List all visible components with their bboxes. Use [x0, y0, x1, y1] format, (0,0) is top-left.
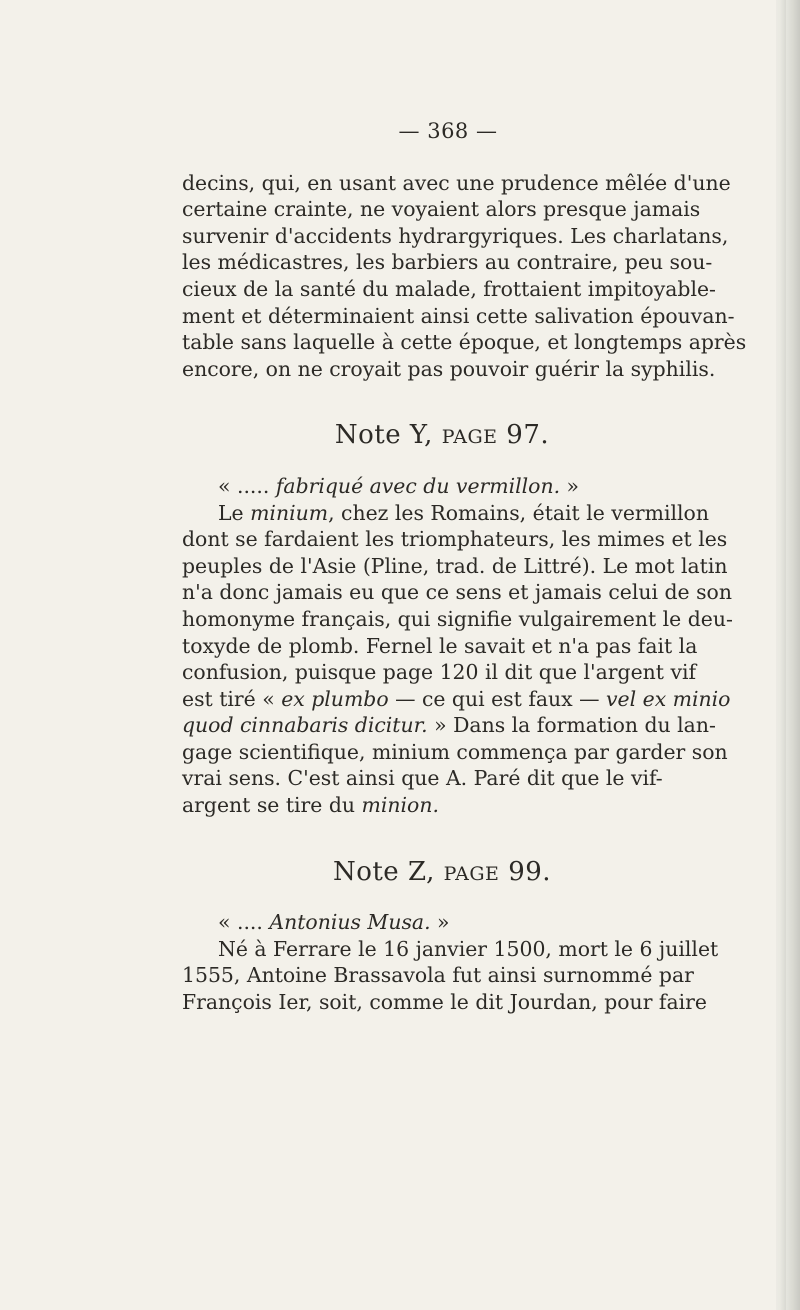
text-line: les médicastres, les barbiers au contraire, peu sou- — [182, 250, 713, 275]
note-y-heading — [182, 422, 702, 451]
text-line: n'a donc jamais eu que ce sens et jamais celui de son — [182, 580, 732, 605]
text-line: peuples de l'Asie (Pline, trad. de Littré). Le mot latin — [182, 553, 728, 578]
text-line: survenir d'accidents hydrargyriques. Les charlatans, — [182, 223, 729, 248]
note-z-heading — [182, 856, 702, 888]
text-line: vrai sens. C'est ainsi que A. Paré dit que le vif- — [182, 766, 663, 791]
text-line: table sans laquelle à cette époque, et longtemps après — [182, 330, 747, 355]
note-z-page-number: 99. — [508, 856, 552, 887]
note-y-page-number: 97. — [506, 420, 550, 451]
note-z-body — [182, 909, 719, 1015]
text-line: dont se fardaient les triomphateurs, les mimes et les — [182, 527, 728, 552]
text-line: confusion, puisque page 120 il dit que l'argent vif — [182, 660, 697, 685]
page-edge-shadow — [780, 0, 786, 1310]
note-y-label: Note Y, — [334, 420, 433, 451]
text-line: ment et déterminaient ainsi cette salivation épouvan- — [182, 303, 735, 328]
text-line: 1555, Antoine Brassavola fut ainsi surnommé par — [182, 963, 694, 988]
text-line: François Ier, soit, comme le dit Jourdan, pour faire — [182, 990, 707, 1015]
text-line: Né à Ferrare le 16 janvier 1500, mort le 6 juillet — [218, 936, 719, 961]
note-y-body — [182, 473, 733, 819]
page-number: — 368 — — [398, 119, 498, 143]
note-z-label: Note Z, — [332, 856, 435, 887]
text-line: Le minium, chez les Romains, était le vermillon — [218, 500, 709, 525]
text-line: homonyme français, qui signifie vulgairement le deu- — [182, 606, 733, 631]
text-line: gage scientifique, minium commença par garder son — [182, 739, 728, 764]
note-y-quote: « ..... fabriqué avec du vermillon. » — [218, 473, 580, 498]
intro-paragraph — [182, 170, 747, 383]
text-line: est tiré « ex plumbo — ce qui est faux — vel ex minio — [182, 686, 731, 711]
text-line: argent se tire du minion. — [182, 793, 439, 818]
text-line: cieux de la santé du malade, frottaient impitoyable- — [182, 276, 716, 301]
book-page — [182, 118, 747, 1016]
text-line: encore, on ne croyait pas pouvoir guérir la syphilis. — [182, 356, 716, 381]
text-line: toxyde de plomb. Fernel le savait et n'a pas fait la — [182, 633, 698, 658]
note-y-page-word: PAGE — [441, 426, 498, 449]
text-line: quod cinnabaris dicitur. » Dans la formation du lan- — [182, 713, 716, 738]
note-z-quote: « .... Antonius Musa. » — [218, 910, 450, 935]
note-z-page-word: PAGE — [443, 862, 500, 885]
text-line: certaine crainte, ne voyaient alors presque jamais — [182, 197, 701, 222]
text-line: decins, qui, en usant avec une prudence mêlée d'une — [182, 170, 731, 195]
